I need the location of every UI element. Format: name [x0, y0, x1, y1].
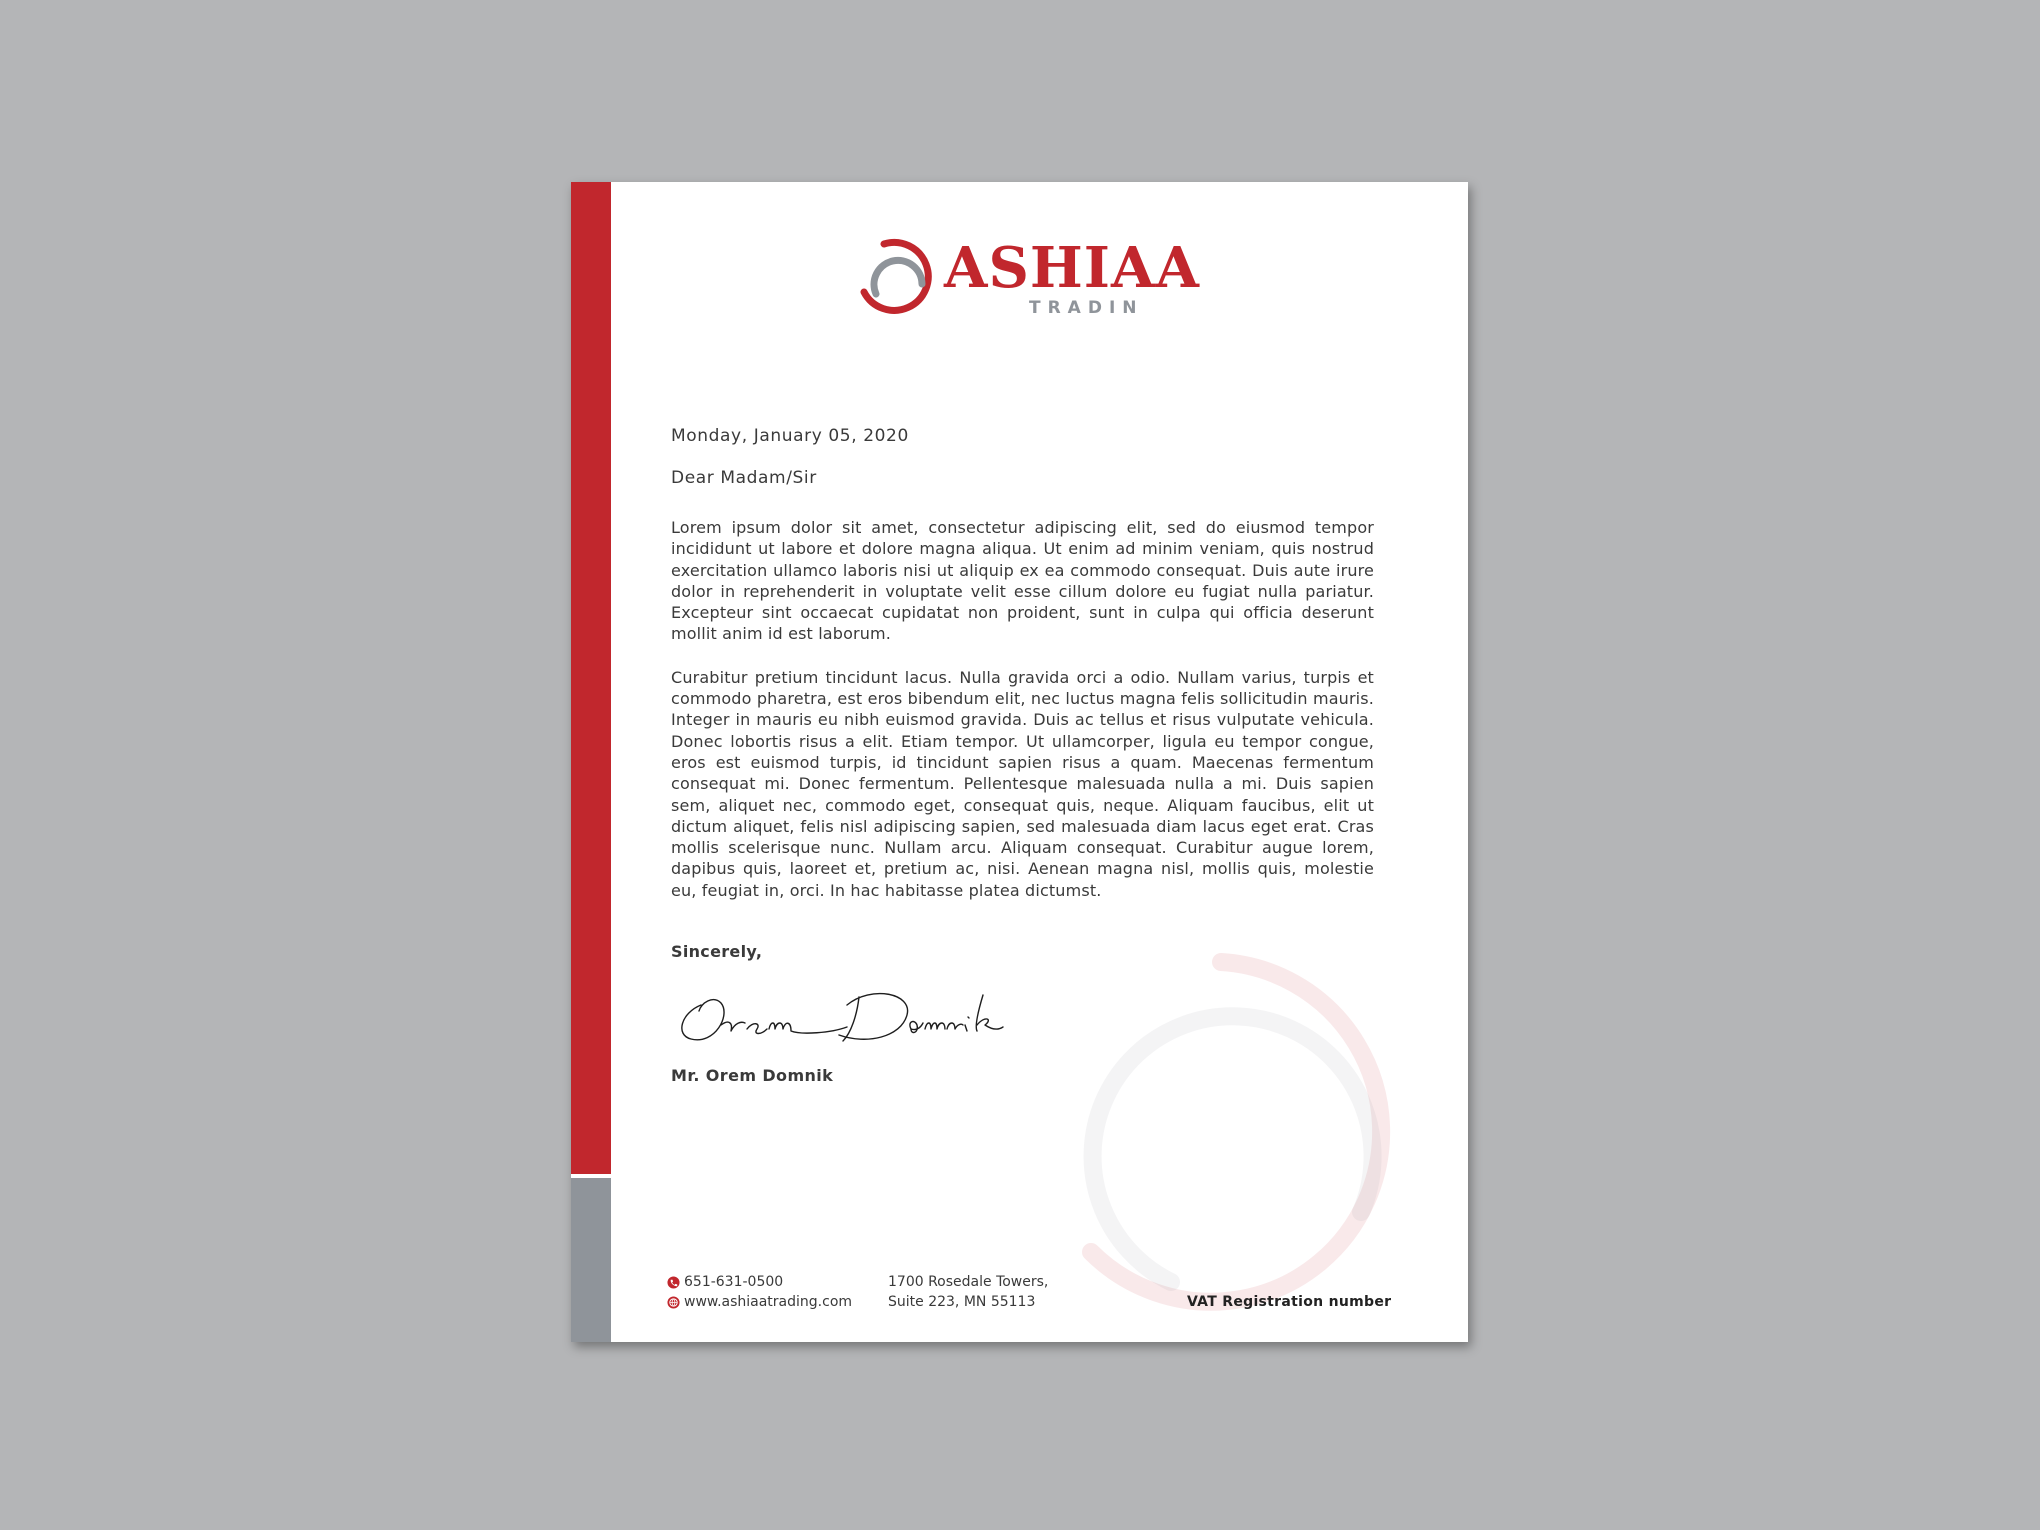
handwritten-signature: [671, 975, 1011, 1055]
address-line-1: 1700 Rosedale Towers,: [888, 1274, 1049, 1290]
logo-tagline: TRADIN: [1029, 298, 1144, 318]
website-link[interactable]: www.ashiaatrading.com: [684, 1294, 853, 1310]
letterhead-sheet: [571, 182, 1468, 1342]
grey-side-bar: [571, 1178, 611, 1342]
logo-ring-icon: [854, 232, 944, 322]
logo-name: ASHIAA: [944, 235, 1200, 301]
footer-contact: [667, 1272, 852, 1312]
letter-body: [671, 425, 1374, 1087]
address-line-2: Suite 223, MN 55113: [888, 1294, 1036, 1310]
vat-registration: VAT Registration number: [1187, 1294, 1392, 1310]
paragraph-2: Curabitur pretium tincidunt lacus. Nulla gravida orci a odio. Nullam varius, turpis et commodo pharetra, est eros bibendum elit, nec luctus magna felis sollicitudin mauris. Integer in mauris eu nibh euismod gravida. Duis ac tellus et risus vulputate vehicula. Donec lobortis risus a elit. Etiam tempor. Ut ullamcorper, ligula eu tempor congue, eros est euismod turpis, id tincidunt sapien risus a quam. Maecenas fermentum consequat mi. Donec fermentum. Pellentesque malesuada nulla a mi. Duis sapien sem, aliquet nec, commodo eget, consequat quis, neque. Aliquam faucibus, elit ut dictum aliquet, felis nisl adipiscing sapien, sed malesuada diam lacus eget erat. Cras mollis scelerisque nunc. Nullam arcu. Aliquam consequat. Curabitur augue lorem, dapibus quis, laoreet et, pretium ac, nisi. Aenean magna nisl, mollis quis, molestie eu, feugiat in, orci. In hac habitasse platea dictumst.: [671, 667, 1374, 900]
phone-number[interactable]: 651-631-0500: [684, 1274, 784, 1290]
paragraph-1: Lorem ipsum dolor sit amet, consectetur adipiscing elit, sed do eiusmod tempor incididunt ut labore et dolore magna aliqua. Ut enim ad minim veniam, quis nostrud exercitation ullamco laboris nisi ut aliquip ex ea commodo consequat. Duis aute irure dolor in reprehenderit in voluptate velit esse cillum dolore eu fugiat nulla pariatur. Excepteur sint occaecat cupidatat non proident, sunt in culpa qui officia deserunt mollit anim id est laborum.: [671, 518, 1374, 644]
phone-icon: [667, 1276, 680, 1289]
closing: Sincerely,: [671, 942, 763, 962]
globe-icon: [667, 1296, 680, 1309]
salutation: Dear Madam/Sir: [671, 468, 817, 488]
company-logo: [854, 232, 1200, 322]
red-side-bar: [571, 182, 611, 1174]
signer-name: Mr. Orem Domnik: [671, 1066, 834, 1086]
footer-address: [888, 1272, 1048, 1312]
letter-date: Monday, January 05, 2020: [671, 426, 909, 446]
